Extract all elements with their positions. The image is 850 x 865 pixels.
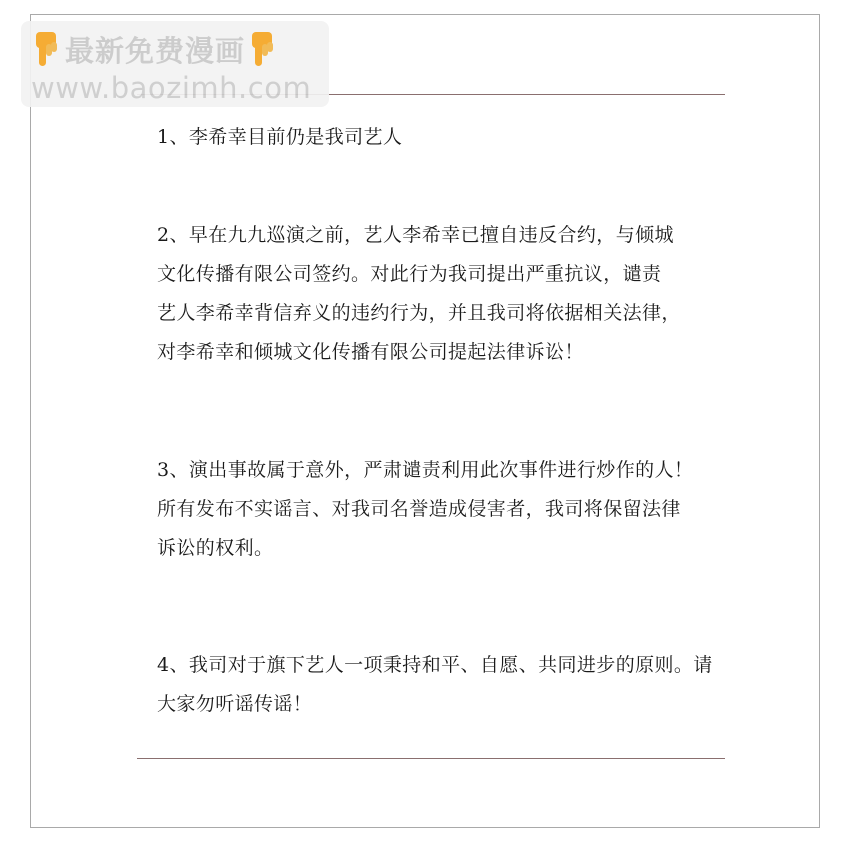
paragraph-line: 文化传播有限公司签约。对此行为我司提出严重抗议，谴责: [157, 263, 662, 285]
pointing-down-hand-icon: [247, 30, 279, 68]
statement-paragraph-4: [157, 646, 713, 724]
paragraph-line: 艺人李希幸背信弃义的违约行为，并且我司将依据相关法律，: [157, 302, 681, 324]
paragraph-line: 4、我司对于旗下艺人一项秉持和平、自愿、共同进步的原则。请: [157, 654, 713, 676]
paragraph-line: 对李希幸和倾城文化传播有限公司提起法律诉讼！: [157, 341, 584, 363]
statement-paragraph-1: [157, 118, 402, 157]
paragraph-line: 大家勿听谣传谣！: [157, 693, 313, 715]
paragraph-line: 1、李希幸目前仍是我司艺人: [157, 126, 403, 148]
paragraph-line: 所有发布不实谣言、对我司名誉造成侵害者，我司将保留法律: [157, 498, 681, 520]
watermark-url[interactable]: www.baozimh.com: [31, 71, 312, 105]
watermark-title: 最新免费漫画: [65, 33, 246, 68]
bottom-divider: [137, 758, 725, 759]
statement-paragraph-2: [157, 216, 681, 372]
pointing-down-hand-icon: [31, 30, 63, 68]
statement-paragraph-3: [157, 451, 693, 568]
paragraph-line: 诉讼的权利。: [157, 537, 274, 559]
site-watermark[interactable]: [21, 21, 329, 107]
paragraph-line: 3、演出事故属于意外，严肃谴责利用此次事件进行炒作的人！: [157, 459, 694, 481]
paragraph-line: 2、早在九九巡演之前，艺人李希幸已擅自违反合约，与倾城: [157, 224, 674, 246]
watermark-title-row: [31, 29, 279, 69]
